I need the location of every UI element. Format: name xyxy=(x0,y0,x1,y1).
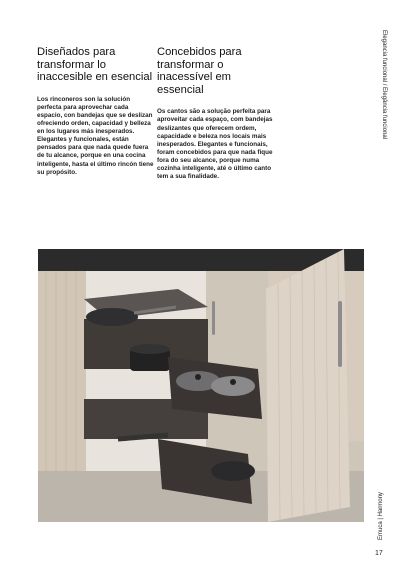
side-title-text: Elegancia funcional / Elegância funcional xyxy=(381,30,387,140)
column-spanish xyxy=(37,46,155,177)
heading-portuguese: Concebidos para transformar o inacessível em essencial xyxy=(157,46,242,96)
pan-top xyxy=(86,308,138,326)
heading-spanish: Diseñados para transformar lo inaccesible en esencial xyxy=(37,46,153,84)
side-title xyxy=(377,30,389,180)
door-handle xyxy=(338,301,342,367)
inner-handle xyxy=(212,301,215,335)
body-portuguese: Os cantos são a solução perfeita para aproveitar cada espaço, com bandejas deslizantes que oferecem ordem, capacidade e beleza nos locais mais inesperados. Elegantes e funcionais, foram concebidos para que nada fique fora do seu alcance, porque numa cozinha inteligente, até o último canto tem a sua finalidade. xyxy=(157,108,273,181)
page-number: 17 xyxy=(375,550,383,557)
body-spanish: Los rinconeros son la solución perfecta para aprovechar cada espacio, con bandejas que se deslizan ofreciendo orden, capacidad y belleza en los lugares más inesperados. Elegantes y funcionales, están pensados para que nada quede fuera de tu alcance, porque en una cocina inteligente, hasta el último rincón tiene su propósito. xyxy=(37,95,154,176)
footer-brand xyxy=(375,460,387,540)
corner-cabinet-illustration xyxy=(38,249,364,522)
footer-brand-text: Emuca | Harmony xyxy=(378,492,384,540)
corner-cabinet-photo xyxy=(38,249,364,522)
column-portuguese xyxy=(157,46,275,181)
pan-lower xyxy=(211,461,255,481)
